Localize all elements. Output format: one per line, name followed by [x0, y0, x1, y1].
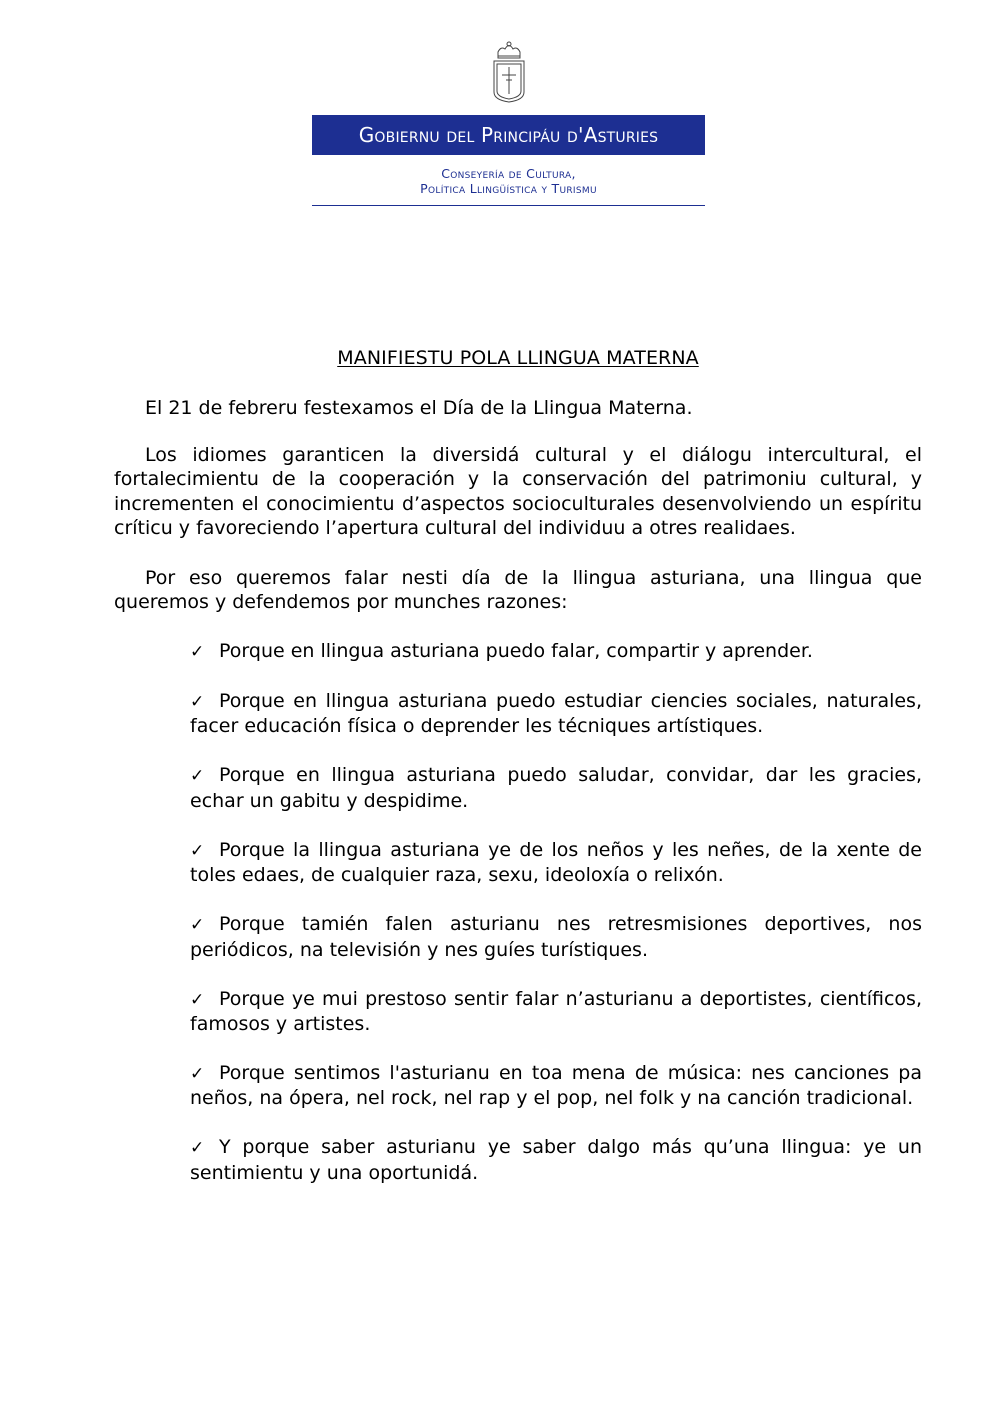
- header-divider: [312, 205, 705, 206]
- reason-text: Porque en llingua asturiana puedo estudiar ciencies sociales, naturales, facer educación física o deprender les técniques artístiques.: [190, 690, 922, 738]
- reason-text: Porque tamién falen asturianu nes retresmisiones deportives, nos periódicos, na televisión y nes guíes turístiques.: [190, 913, 922, 961]
- list-item: [190, 639, 922, 664]
- list-item: [190, 912, 922, 962]
- check-icon: ✓: [190, 989, 205, 1010]
- department-name: [312, 166, 705, 196]
- department-line-2: Política Llingüística y Turismu: [420, 181, 597, 196]
- paragraph-reasons-intro: Por eso queremos falar nesti día de la llingua asturiana, una llingua que queremos y defendemos por munches razones:: [114, 567, 922, 614]
- list-item: [190, 987, 922, 1037]
- check-icon: ✓: [190, 915, 205, 936]
- reasons-list: [190, 639, 922, 1210]
- check-icon: ✓: [190, 642, 205, 662]
- list-item: [190, 1061, 922, 1111]
- list-item: [190, 689, 922, 739]
- list-item: [190, 763, 922, 813]
- reason-text: Porque en llingua asturiana puedo falar, compartir y aprender.: [219, 640, 813, 662]
- document-title: MANIFIESTU POLA LLINGUA MATERNA: [337, 347, 699, 369]
- check-icon: ✓: [190, 692, 205, 712]
- government-banner: Gobiernu del Principáu d'Asturies: [312, 115, 705, 155]
- check-icon: ✓: [190, 840, 205, 861]
- coat-of-arms-icon: [490, 40, 528, 104]
- check-icon: ✓: [190, 1064, 205, 1085]
- list-item: [190, 838, 922, 888]
- reason-text: Y porque saber asturianu ye saber dalgo más qu’una llingua: ye un sentimientu y una oportunidá.: [190, 1136, 922, 1184]
- department-line-1: Conseyería de Cultura,: [441, 166, 576, 181]
- reason-text: Porque ye mui prestoso sentir falar n’asturianu a deportistes, científicos, famosos y artistes.: [190, 987, 922, 1036]
- paragraph-intro: El 21 de febreru festexamos el Día de la Llingua Materna.: [145, 397, 693, 419]
- paragraph-languages: Los idiomes garanticen la diversidá cultural y el diálogu intercultural, el fortalecimientu de la cooperación y la conservación del patrimoniu cultural, y incrementen el conocimientu d’aspectos socioculturales desenvolviendo un espíritu críticu y favoreciendo l’apertura cultural del individuu a otres realidaes.: [114, 444, 922, 540]
- reason-text: Porque en llingua asturiana puedo saludar, convidar, dar les gracies, echar un gabitu y despidime.: [190, 764, 922, 812]
- check-icon: ✓: [190, 766, 205, 787]
- reason-text: Porque sentimos l'asturianu en toa mena de música: nes canciones pa neños, na ópera, nel rock, nel rap y el pop, nel folk y na canción tradicional.: [190, 1062, 922, 1110]
- check-icon: ✓: [190, 1138, 205, 1159]
- reason-text: Porque la llingua asturiana ye de los neños y les neñes, de la xente de toles edaes, de cualquier raza, sexu, ideoloxía o relixón.: [190, 838, 922, 887]
- list-item: [190, 1135, 922, 1185]
